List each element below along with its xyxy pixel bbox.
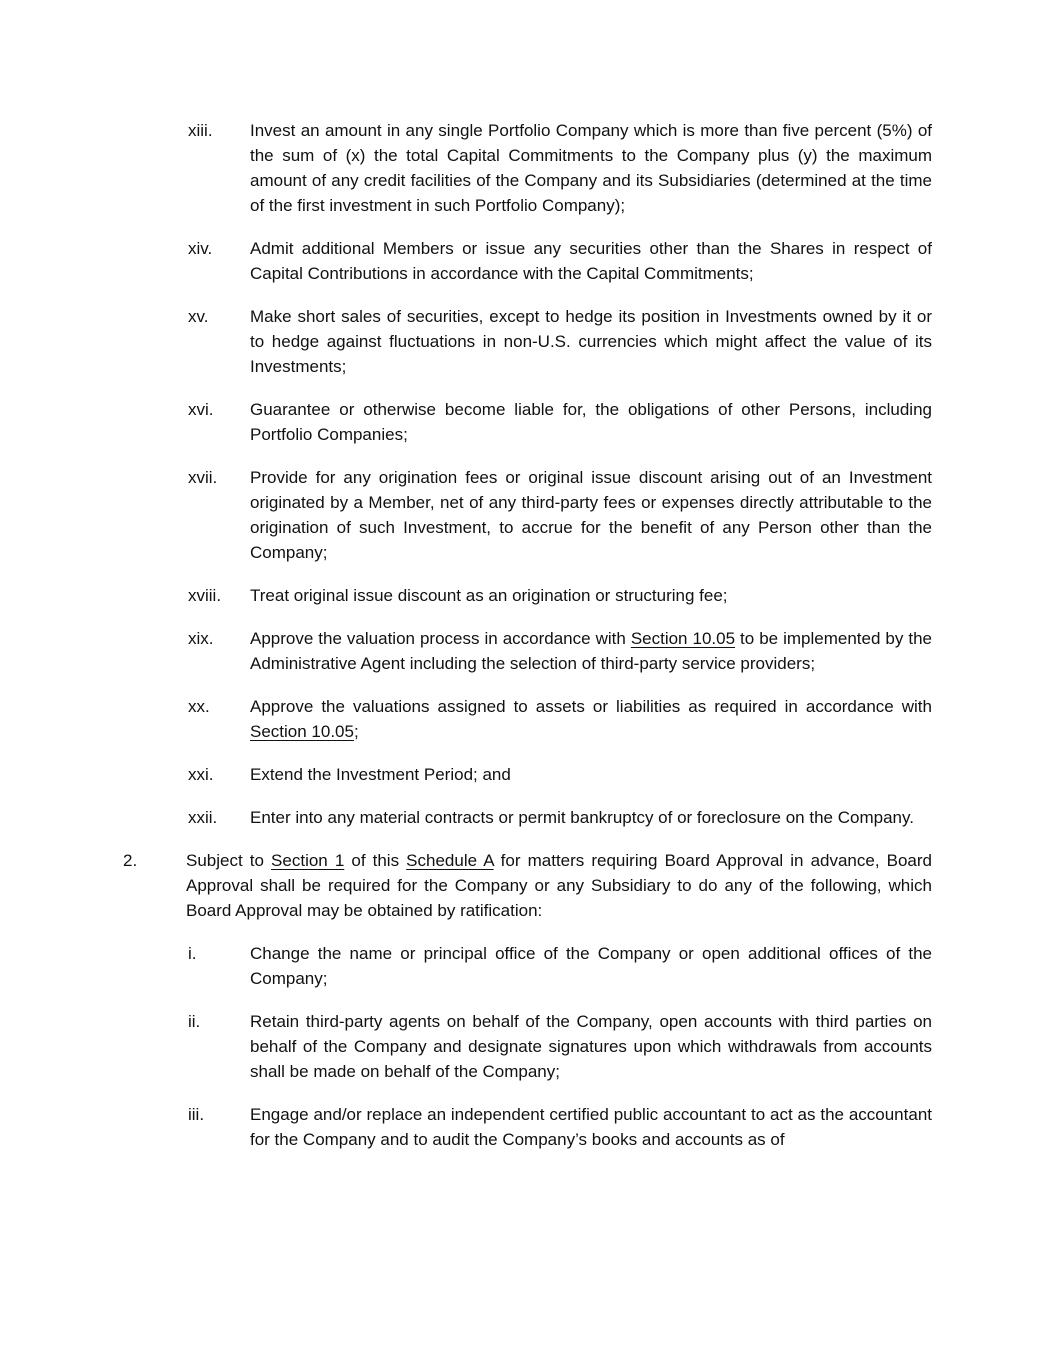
underlined-reference: Schedule A — [406, 851, 494, 870]
item-label: xiii. — [188, 121, 213, 140]
item-text — [250, 118, 932, 218]
item-text — [250, 1102, 932, 1152]
list-item — [0, 805, 1055, 830]
item-label: ii. — [188, 1012, 201, 1031]
item-text — [250, 304, 932, 379]
list-item — [0, 1102, 1055, 1152]
text-segment: Admit additional Members or issue any securities other than the Shares in respect of Capital Contributions in accordance with the Capital Commitments; — [250, 239, 932, 283]
text-segment: for matters requiring Board Approval in advance, Board Approval shall be required for the Company or any Subsidiary to do any of the following, which Board Approval may be obtained by ratification: — [186, 851, 933, 920]
text-segment: Change the name or principal office of the Company or open additional offices of the Company; — [250, 944, 932, 988]
item-label: 2. — [123, 851, 138, 870]
item-label: xvi. — [188, 400, 214, 419]
text-segment: to be implemented by the Administrative Agent including the selection of third-party service providers; — [250, 629, 932, 673]
item-text — [186, 848, 932, 923]
item-label: xix. — [188, 629, 214, 648]
list-item — [0, 848, 1055, 923]
underlined-reference: Section 1 — [271, 851, 345, 870]
item-label: xvii. — [188, 468, 218, 487]
item-label: xxii. — [188, 808, 218, 827]
text-segment: Enter into any material contracts or permit bankruptcy of or foreclosure on the Company. — [250, 808, 914, 827]
item-label: xviii. — [188, 586, 222, 605]
item-text — [250, 694, 932, 744]
list-item — [0, 465, 1055, 565]
list-item — [0, 118, 1055, 218]
document-content — [0, 118, 1055, 1170]
item-text — [250, 1009, 932, 1084]
item-label: iii. — [188, 1105, 205, 1124]
list-item — [0, 626, 1055, 676]
underlined-reference: Section 10.05 — [250, 722, 354, 741]
text-segment: Make short sales of securities, except to hedge its position in Investments owned by it or to hedge against fluctuations in non-U.S. currencies which might affect the value of its Investments; — [250, 307, 932, 376]
item-text — [250, 465, 932, 565]
item-label: xxi. — [188, 765, 214, 784]
item-text — [250, 236, 932, 286]
item-text — [250, 805, 932, 830]
text-segment: of this — [344, 851, 407, 870]
text-segment: Approve the valuation process in accordance with — [250, 629, 631, 648]
item-text — [250, 941, 932, 991]
text-segment: Subject to — [186, 851, 272, 870]
item-text — [250, 626, 932, 676]
item-label: xv. — [188, 307, 209, 326]
text-segment: Guarantee or otherwise become liable for, the obligations of other Persons, including Portfolio Companies; — [250, 400, 932, 444]
list-item — [0, 583, 1055, 608]
item-label: xiv. — [188, 239, 213, 258]
text-segment: Approve the valuations assigned to assets or liabilities as required in accordance with — [250, 697, 932, 716]
text-segment: Retain third-party agents on behalf of the Company, open accounts with third parties on behalf of the Company and designate signatures upon which withdrawals from accounts shall be made on behalf of the Company; — [250, 1012, 932, 1081]
list-item — [0, 397, 1055, 447]
item-label: xx. — [188, 697, 210, 716]
text-segment: Engage and/or replace an independent certified public accountant to act as the accountant for the Company and to audit the Company’s books and accounts as of — [250, 1105, 932, 1149]
list-item — [0, 694, 1055, 744]
text-segment: Treat original issue discount as an origination or structuring fee; — [250, 586, 728, 605]
list-item — [0, 304, 1055, 379]
text-segment: Invest an amount in any single Portfolio Company which is more than five percent (5%) of the sum of (x) the total Capital Commitments to the Company plus (y) the maximum amount of any credit facilities of the Company and its Subsidiaries (determined at the time of the first investment in such Portfolio Company); — [250, 121, 932, 215]
list-item — [0, 762, 1055, 787]
list-item — [0, 1009, 1055, 1084]
item-label: i. — [188, 944, 197, 963]
list-item — [0, 941, 1055, 991]
list-item — [0, 236, 1055, 286]
text-segment: ; — [353, 722, 359, 741]
item-text — [250, 583, 932, 608]
underlined-reference: Section 10.05 — [630, 629, 736, 648]
item-text — [250, 762, 932, 787]
item-text — [250, 397, 932, 447]
text-segment: Extend the Investment Period; and — [250, 765, 511, 784]
text-segment: Provide for any origination fees or original issue discount arising out of an Investment originated by a Member, net of any third-party fees or expenses directly attributable to the origination of such Investment, to accrue for the benefit of any Person other than the Company; — [250, 468, 932, 562]
